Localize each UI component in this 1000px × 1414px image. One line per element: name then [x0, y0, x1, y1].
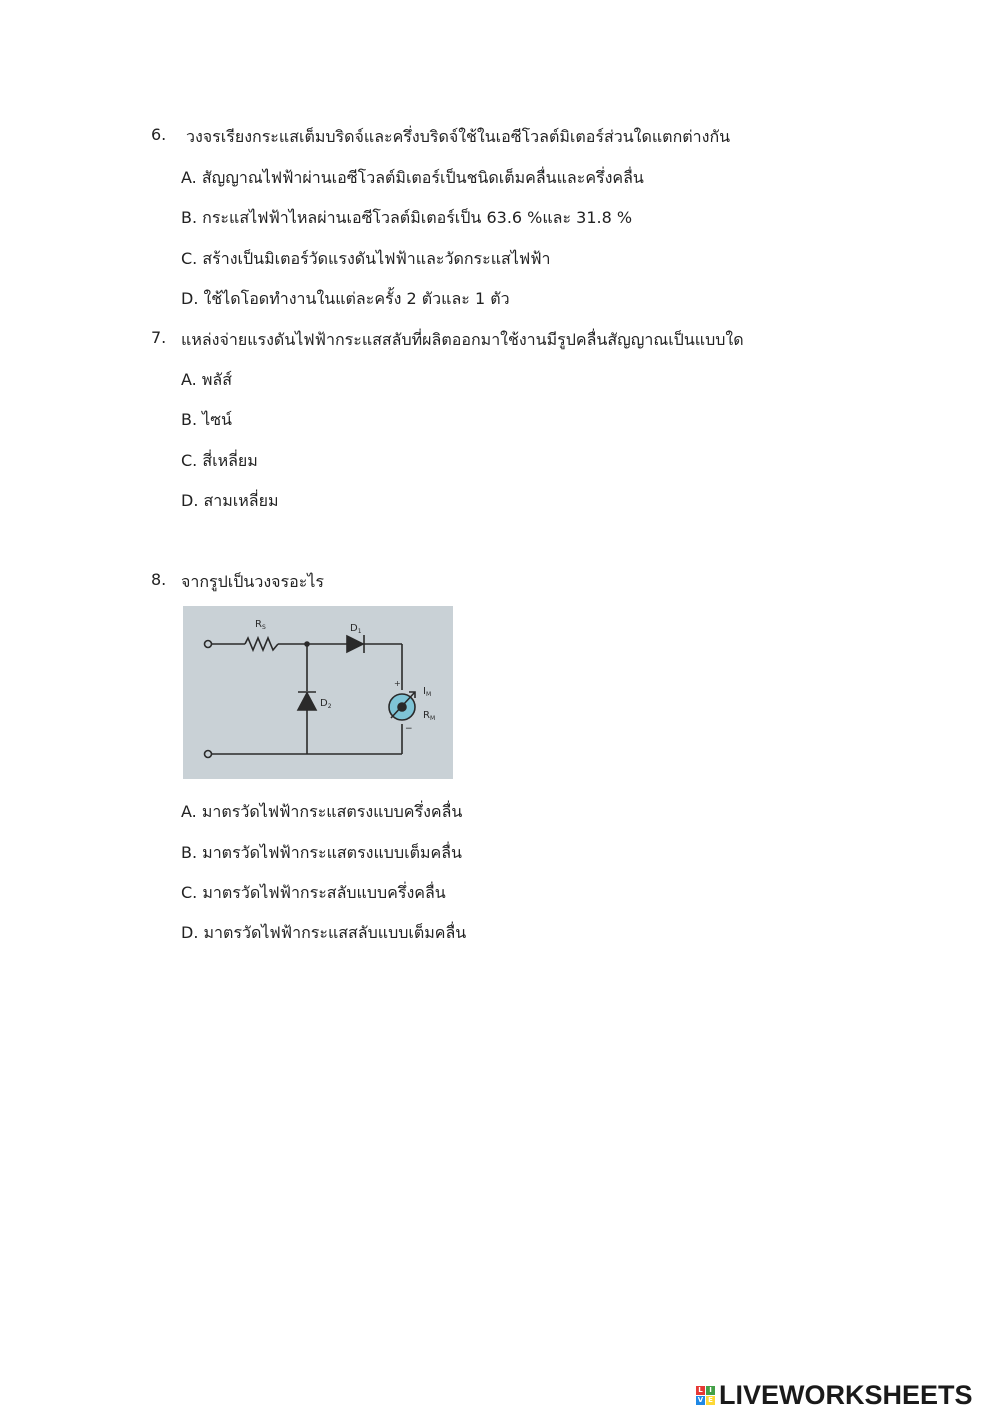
diode-d1 [347, 636, 363, 652]
question-text: วงจรเรียงกระแสเต็มบริดจ์และครึ่งบริดจ์ใช้ในเอซีโวลต์มิเตอร์ส่วนใดแตกต่างกัน [186, 127, 731, 146]
label-rs: $R_S$ [255, 619, 266, 631]
resistor-rs [245, 638, 278, 650]
question-8 [151, 570, 851, 592]
q7-option-b[interactable]: B. ไซน์ [181, 410, 232, 429]
q7-option-a[interactable]: A. พลัส์ [181, 370, 232, 389]
q8-option-b[interactable]: B. มาตรวัดไฟฟ้ากระแสตรงแบบเต็มคลื่น [181, 843, 462, 862]
logo-mark-e: E [706, 1396, 715, 1405]
question-number: 6. [151, 125, 167, 144]
label-plus: + [394, 679, 401, 688]
label-minus: − [405, 724, 413, 734]
q6-option-a[interactable]: A. สัญญาณไฟฟ้าผ่านเอซีโวลต์มิเตอร์เป็นชนิดเต็มคลื่นและครึ่งคลื่น [181, 168, 644, 187]
logo-mark-icon [696, 1386, 715, 1405]
logo-text: LIVEWORKSHEETS [719, 1379, 973, 1410]
q8-option-d[interactable]: D. มาตรวัดไฟฟ้ากระแสสลับแบบเต็มคลื่น [181, 923, 467, 942]
circuit-diagram [183, 606, 453, 779]
label-d1: $D_1$ [350, 623, 362, 635]
q7-option-c[interactable]: C. สี่เหลี่ยม [181, 451, 258, 470]
question-6 [151, 125, 851, 147]
q8-option-c[interactable]: C. มาตรวัดไฟฟ้ากระสลับแบบครึ่งคลื่น [181, 883, 446, 902]
question-text: แหล่งจ่ายแรงดันไฟฟ้ากระแสสลับที่ผลิตออกมาใช้งานมีรูปคลื่นสัญญาณเป็นแบบใด [181, 330, 744, 349]
logo-mark-l: L [696, 1386, 705, 1395]
input-terminal-top [205, 641, 212, 648]
label-d2: $D_2$ [320, 698, 332, 710]
liveworksheets-logo [696, 1380, 973, 1410]
question-number: 8. [151, 570, 167, 589]
q8-option-a[interactable]: A. มาตรวัดไฟฟ้ากระแสตรงแบบครึ่งคลื่น [181, 802, 463, 821]
label-im: $I_M$ [423, 686, 432, 698]
meter-center [398, 703, 406, 711]
logo-mark-i: I [706, 1386, 715, 1395]
circuit-svg [183, 606, 453, 779]
label-rm: $R_M$ [423, 710, 436, 722]
q6-option-d[interactable]: D. ใช้ไดโอดทำงานในแต่ละครั้ง 2 ตัวและ 1 ตัว [181, 289, 510, 308]
question-7 [151, 328, 851, 350]
q7-option-d[interactable]: D. สามเหลี่ยม [181, 491, 279, 510]
question-text: จากรูปเป็นวงจรอะไร [181, 572, 324, 591]
q6-option-c[interactable]: C. สร้างเป็นมิเตอร์วัดแรงดันไฟฟ้าและวัดกระแสไฟฟ้า [181, 249, 551, 268]
question-number: 7. [151, 328, 167, 347]
input-terminal-bottom [205, 751, 212, 758]
logo-mark-v: V [697, 1395, 704, 1404]
diode-d2 [298, 693, 316, 710]
q6-option-b[interactable]: B. กระแสไฟฟ้าไหลผ่านเอซีโวลต์มิเตอร์เป็น 63.6 %และ 31.8 % [181, 208, 633, 227]
